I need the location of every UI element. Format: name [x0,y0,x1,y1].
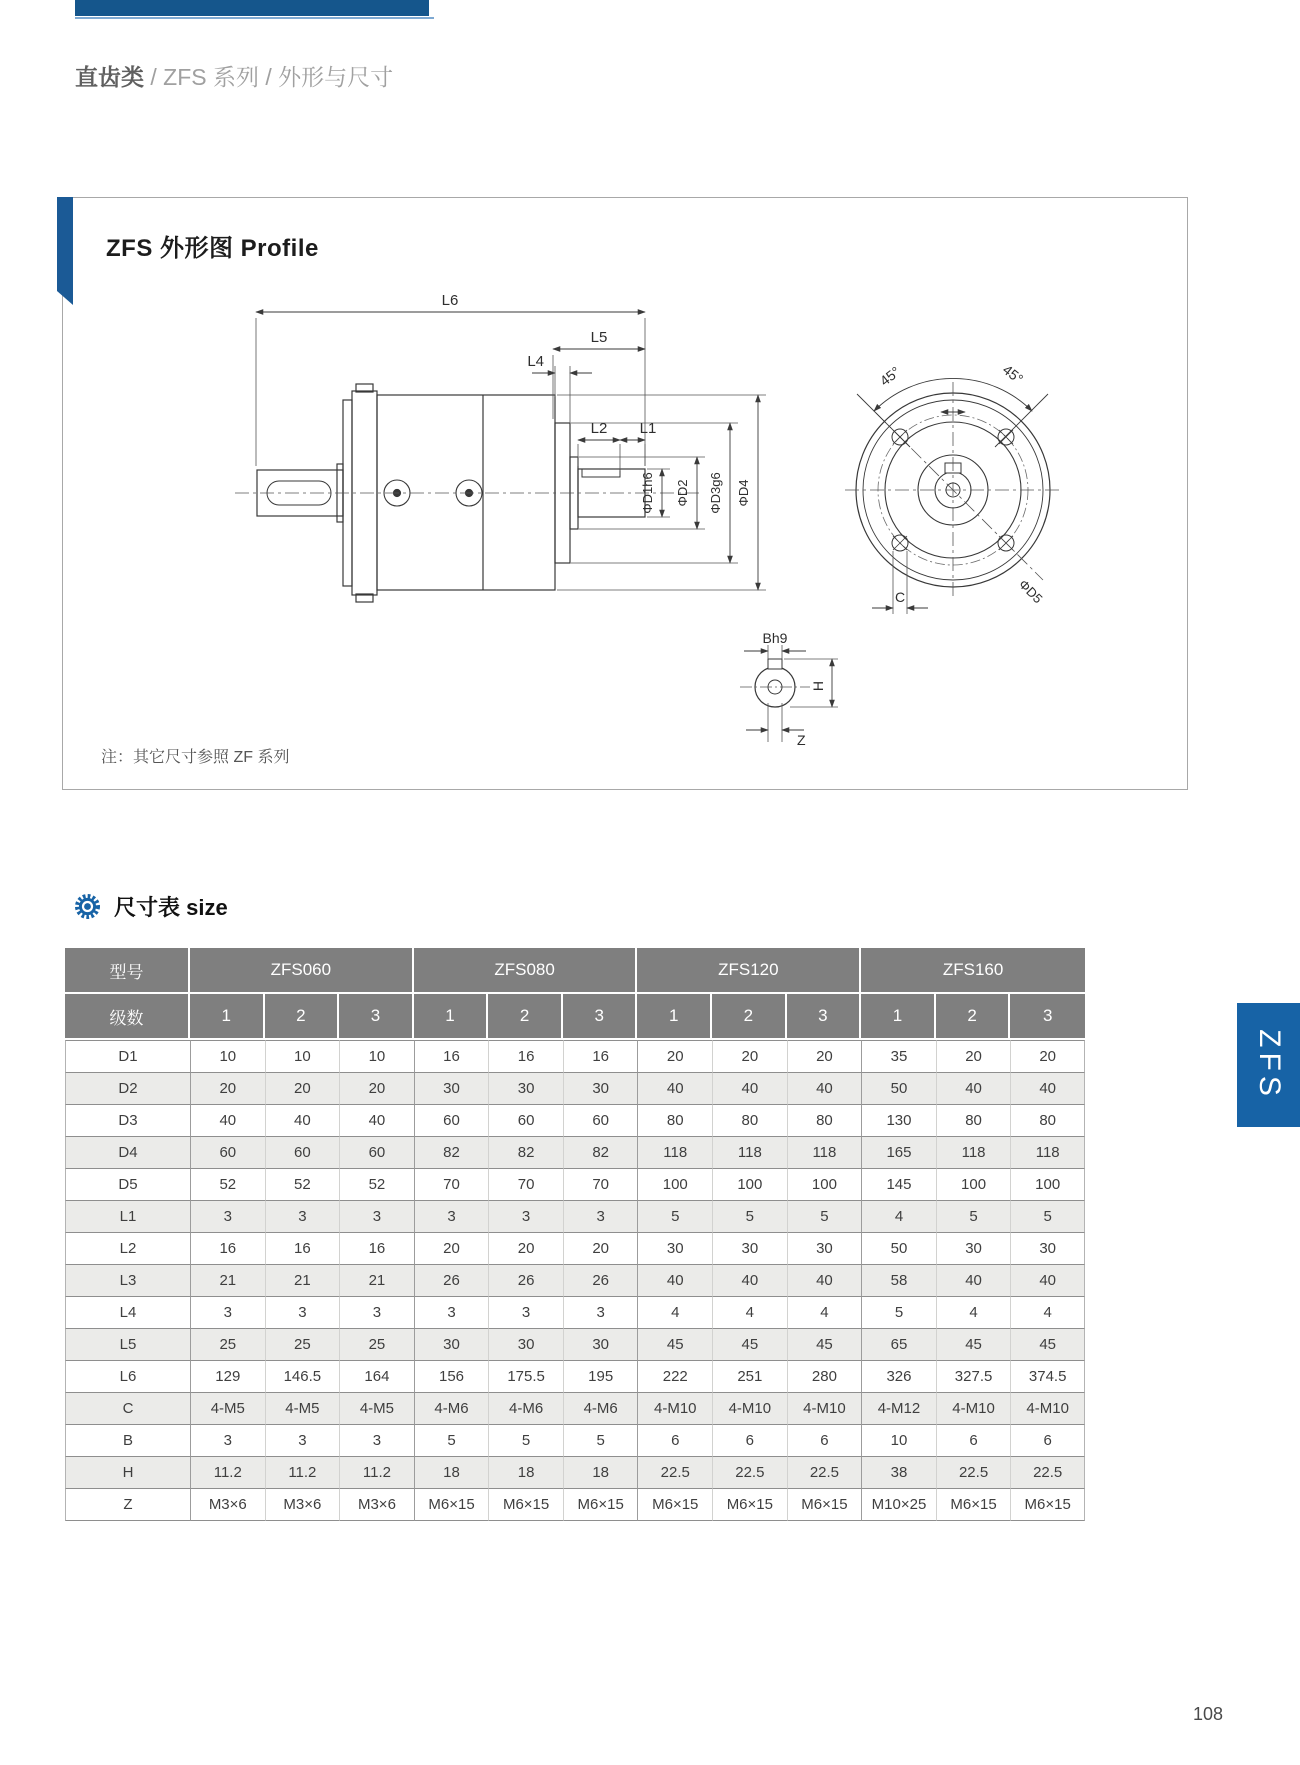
table-cell: 45 [787,1329,862,1361]
stage-header: 3 [339,994,414,1040]
table-cell: M6×15 [414,1489,489,1521]
row-label: D3 [65,1105,190,1137]
table-cell: 45 [637,1329,712,1361]
table-cell: 30 [712,1233,787,1265]
dim-label-l5: L5 [590,329,608,346]
table-cell: 4 [787,1297,862,1329]
table-cell: 20 [787,1040,862,1073]
table-cell: 374.5 [1010,1361,1085,1393]
table-cell: 82 [488,1137,563,1169]
table-cell: 80 [936,1105,1011,1137]
row-label: C [65,1393,190,1425]
table-cell: 40 [265,1105,340,1137]
dim-label-h: H [810,680,826,692]
size-table-wrap [65,948,1085,1521]
size-table-head [65,948,1085,1040]
dim-label-l6: L6 [441,292,459,309]
table-cell: 222 [637,1361,712,1393]
table-cell: 16 [190,1233,265,1265]
row-label: D1 [65,1040,190,1073]
breadcrumb-category: 直齿类 [75,64,144,90]
table-cell: 30 [1010,1233,1085,1265]
table-cell: 25 [265,1329,340,1361]
table-cell: 70 [563,1169,638,1201]
table-cell: 16 [265,1233,340,1265]
table-cell: 20 [488,1233,563,1265]
table-cell: 195 [563,1361,638,1393]
table-cell: 100 [936,1169,1011,1201]
breadcrumb-rest: / ZFS 系列 / 外形与尺寸 [144,64,394,90]
table-cell: 26 [414,1265,489,1297]
profile-title: ZFS 外形图 Profile [106,235,319,262]
table-cell: 100 [712,1169,787,1201]
table-cell: 60 [414,1105,489,1137]
extension-lines [256,318,766,590]
table-cell: 40 [936,1073,1011,1105]
table-cell: 60 [190,1137,265,1169]
table-cell: 40 [1010,1073,1085,1105]
table-cell: 58 [861,1265,936,1297]
table-row [65,1489,1085,1521]
table-cell: 22.5 [712,1457,787,1489]
table-cell: 10 [861,1425,936,1457]
table-cell: 4 [1010,1297,1085,1329]
table-cell: 6 [637,1425,712,1457]
profile-note: 注：其它尺寸参照 ZF 系列 [101,749,290,766]
table-cell: 3 [190,1201,265,1233]
table-cell: 40 [787,1265,862,1297]
table-cell: 3 [265,1201,340,1233]
row-label: D2 [65,1073,190,1105]
table-cell: 130 [861,1105,936,1137]
table-cell: 280 [787,1361,862,1393]
table-cell: 3 [339,1201,414,1233]
dim-label-l4: L4 [527,353,544,370]
table-cell: 70 [414,1169,489,1201]
stage-header: 2 [712,994,787,1040]
stage-header: 2 [936,994,1011,1040]
top-bar [75,0,429,16]
table-cell: 20 [414,1233,489,1265]
row-label: L3 [65,1265,190,1297]
table-cell: M10×25 [861,1489,936,1521]
table-cell: 20 [563,1233,638,1265]
profile-box [62,197,1188,790]
table-cell: 146.5 [265,1361,340,1393]
table-cell: 4-M6 [563,1393,638,1425]
table-row [65,1137,1085,1169]
table-cell: 3 [488,1201,563,1233]
table-cell: 21 [265,1265,340,1297]
table-cell: 20 [265,1073,340,1105]
table-cell: 40 [712,1073,787,1105]
table-cell: 156 [414,1361,489,1393]
table-cell: 18 [414,1457,489,1489]
angle-label-left: 45° [876,363,904,389]
table-row [65,1265,1085,1297]
size-heading-text: 尺寸表 size [114,895,228,920]
table-cell: 30 [787,1233,862,1265]
row-label: L2 [65,1233,190,1265]
table-cell: 50 [861,1233,936,1265]
table-cell: 165 [861,1137,936,1169]
table-cell: 52 [339,1169,414,1201]
table-cell: 21 [190,1265,265,1297]
table-cell: 5 [414,1425,489,1457]
size-table [65,948,1085,1521]
table-cell: 45 [712,1329,787,1361]
table-cell: 80 [712,1105,787,1137]
table-cell: 80 [1010,1105,1085,1137]
table-cell: 50 [861,1073,936,1105]
table-cell: 30 [936,1233,1011,1265]
table-cell: 164 [339,1361,414,1393]
group-header: ZFS060 [190,948,414,994]
table-cell: 10 [339,1040,414,1073]
table-row [65,1233,1085,1265]
table-cell: M6×15 [1010,1489,1085,1521]
table-cell: M3×6 [339,1489,414,1521]
series-side-tab-label: ZFS [1252,1029,1286,1101]
table-cell: M6×15 [563,1489,638,1521]
table-cell: 3 [488,1297,563,1329]
table-cell: 4-M12 [861,1393,936,1425]
row-label: L6 [65,1361,190,1393]
table-cell: 40 [712,1265,787,1297]
table-cell: 25 [339,1329,414,1361]
table-cell: 4-M10 [712,1393,787,1425]
row-label: L4 [65,1297,190,1329]
stage-header: 2 [265,994,340,1040]
table-cell: 26 [488,1265,563,1297]
table-cell: 175.5 [488,1361,563,1393]
stage-header: 3 [563,994,638,1040]
stage-corner-label: 级数 [65,994,190,1040]
table-cell: 40 [637,1265,712,1297]
table-cell: 3 [414,1297,489,1329]
table-cell: 5 [637,1201,712,1233]
table-cell: 326 [861,1361,936,1393]
stage-header: 1 [861,994,936,1040]
row-label: L5 [65,1329,190,1361]
table-cell: 52 [265,1169,340,1201]
table-cell: 100 [787,1169,862,1201]
table-cell: 26 [563,1265,638,1297]
table-cell: 22.5 [787,1457,862,1489]
table-cell: 5 [712,1201,787,1233]
dim-label-c: C [894,589,906,605]
table-cell: 4 [861,1201,936,1233]
profile-drawing [63,198,1187,789]
table-cell: 20 [1010,1040,1085,1073]
table-cell: M6×15 [712,1489,787,1521]
table-cell: 40 [190,1105,265,1137]
table-cell: 145 [861,1169,936,1201]
table-cell: 40 [787,1073,862,1105]
table-cell: M3×6 [265,1489,340,1521]
table-row [65,1201,1085,1233]
table-cell: 4-M5 [339,1393,414,1425]
table-cell: 35 [861,1040,936,1073]
table-cell: 118 [637,1137,712,1169]
table-cell: M6×15 [936,1489,1011,1521]
section-view [755,659,795,707]
model-corner-label: 型号 [65,948,190,994]
table-cell: 4 [936,1297,1011,1329]
table-cell: 5 [936,1201,1011,1233]
table-cell: 10 [190,1040,265,1073]
table-cell: 30 [414,1073,489,1105]
stage-header: 1 [414,994,489,1040]
table-cell: 30 [414,1329,489,1361]
table-cell: 30 [563,1329,638,1361]
table-cell: 10 [265,1040,340,1073]
table-cell: 6 [936,1425,1011,1457]
table-cell: 4-M5 [190,1393,265,1425]
table-cell: M6×15 [488,1489,563,1521]
table-cell: 45 [936,1329,1011,1361]
stage-header: 1 [637,994,712,1040]
stage-header: 2 [488,994,563,1040]
table-cell: 100 [637,1169,712,1201]
stage-header: 1 [190,994,265,1040]
table-row [65,1169,1085,1201]
table-cell: 60 [339,1137,414,1169]
table-cell: 11.2 [339,1457,414,1489]
table-cell: 4-M5 [265,1393,340,1425]
size-table-body [65,1040,1085,1521]
table-cell: M6×15 [637,1489,712,1521]
table-cell: 4-M10 [1010,1393,1085,1425]
dim-label-l1: L1 [639,420,657,437]
table-cell: 38 [861,1457,936,1489]
table-cell: 16 [414,1040,489,1073]
table-cell: 118 [787,1137,862,1169]
table-row [65,1425,1085,1457]
table-cell: 3 [265,1425,340,1457]
dimension-lines [256,312,758,590]
table-row [65,1393,1085,1425]
table-cell: 45 [1010,1329,1085,1361]
dim-label-d4: ΦD4 [736,479,751,507]
table-cell: 20 [712,1040,787,1073]
row-label: H [65,1457,190,1489]
table-cell: 22.5 [637,1457,712,1489]
table-row [65,1105,1085,1137]
table-cell: 40 [637,1073,712,1105]
table-cell: 4-M6 [414,1393,489,1425]
table-cell: 6 [787,1425,862,1457]
table-row [65,1040,1085,1073]
dim-label-d3: ΦD3g6 [708,472,723,514]
table-cell: 40 [1010,1265,1085,1297]
gear-icon [74,893,101,920]
table-cell: 3 [339,1297,414,1329]
table-cell: 18 [563,1457,638,1489]
table-cell: 4-M10 [936,1393,1011,1425]
table-cell: 100 [1010,1169,1085,1201]
table-cell: 5 [563,1425,638,1457]
group-header: ZFS120 [637,948,861,994]
table-cell: 327.5 [936,1361,1011,1393]
table-cell: 82 [563,1137,638,1169]
dim-label-b: Bh9 [762,630,788,646]
table-cell: 80 [637,1105,712,1137]
table-cell: 22.5 [936,1457,1011,1489]
table-cell: 3 [190,1297,265,1329]
dim-label-z: Z [797,732,806,748]
table-cell: 30 [563,1073,638,1105]
table-cell: 6 [1010,1425,1085,1457]
row-label: Z [65,1489,190,1521]
table-cell: 118 [1010,1137,1085,1169]
dim-label-d1: ΦD1h6 [640,472,655,514]
table-cell: 11.2 [190,1457,265,1489]
table-cell: 4-M6 [488,1393,563,1425]
table-cell: 20 [637,1040,712,1073]
table-cell: 3 [563,1297,638,1329]
table-cell: 20 [190,1073,265,1105]
table-cell: 3 [265,1297,340,1329]
group-header: ZFS160 [861,948,1085,994]
table-cell: 4-M10 [787,1393,862,1425]
table-cell: 82 [414,1137,489,1169]
size-heading [74,891,228,922]
group-header: ZFS080 [414,948,638,994]
table-cell: 20 [339,1073,414,1105]
table-cell: 80 [787,1105,862,1137]
table-cell: 4 [637,1297,712,1329]
table-row [65,1329,1085,1361]
dim-label-d5: ΦD5 [1015,576,1046,607]
table-cell: 40 [936,1265,1011,1297]
table-cell: 30 [488,1073,563,1105]
table-cell: 40 [339,1105,414,1137]
stage-header: 3 [787,994,862,1040]
top-bar-underline [75,17,434,19]
table-cell: 5 [1010,1201,1085,1233]
table-cell: 118 [712,1137,787,1169]
table-model-row [65,948,1085,994]
row-label: L1 [65,1201,190,1233]
table-cell: 118 [936,1137,1011,1169]
table-cell: 60 [265,1137,340,1169]
table-cell: 6 [712,1425,787,1457]
table-cell: 4-M10 [637,1393,712,1425]
table-cell: 25 [190,1329,265,1361]
table-cell: 5 [488,1425,563,1457]
table-cell: 16 [563,1040,638,1073]
row-label: D5 [65,1169,190,1201]
table-cell: 21 [339,1265,414,1297]
row-label: B [65,1425,190,1457]
table-row [65,1073,1085,1105]
table-row [65,1297,1085,1329]
breadcrumb [75,62,393,92]
dim-label-d2: ΦD2 [675,479,690,507]
table-cell: 52 [190,1169,265,1201]
angle-label-right: 45° [999,361,1027,387]
table-cell: 30 [488,1329,563,1361]
table-cell: 4 [712,1297,787,1329]
table-cell: 3 [563,1201,638,1233]
dim-label-l2: L2 [590,420,608,437]
table-cell: 129 [190,1361,265,1393]
table-cell: M3×6 [190,1489,265,1521]
page-number: 108 [1192,1704,1223,1724]
table-cell: 5 [861,1297,936,1329]
table-cell: 11.2 [265,1457,340,1489]
table-cell: 18 [488,1457,563,1489]
table-cell: 3 [339,1425,414,1457]
table-row [65,1457,1085,1489]
table-row [65,1361,1085,1393]
table-stage-row [65,994,1085,1040]
section-ribbon [57,197,73,305]
table-cell: 251 [712,1361,787,1393]
table-cell: M6×15 [787,1489,862,1521]
table-cell: 70 [488,1169,563,1201]
table-cell: 5 [787,1201,862,1233]
series-side-tab [1237,1003,1300,1127]
table-cell: 3 [414,1201,489,1233]
table-cell: 20 [936,1040,1011,1073]
table-cell: 30 [637,1233,712,1265]
table-cell: 65 [861,1329,936,1361]
table-cell: 22.5 [1010,1457,1085,1489]
stage-header: 3 [1010,994,1085,1040]
table-cell: 60 [488,1105,563,1137]
table-cell: 16 [339,1233,414,1265]
table-cell: 60 [563,1105,638,1137]
table-cell: 16 [488,1040,563,1073]
table-cell: 3 [190,1425,265,1457]
row-label: D4 [65,1137,190,1169]
